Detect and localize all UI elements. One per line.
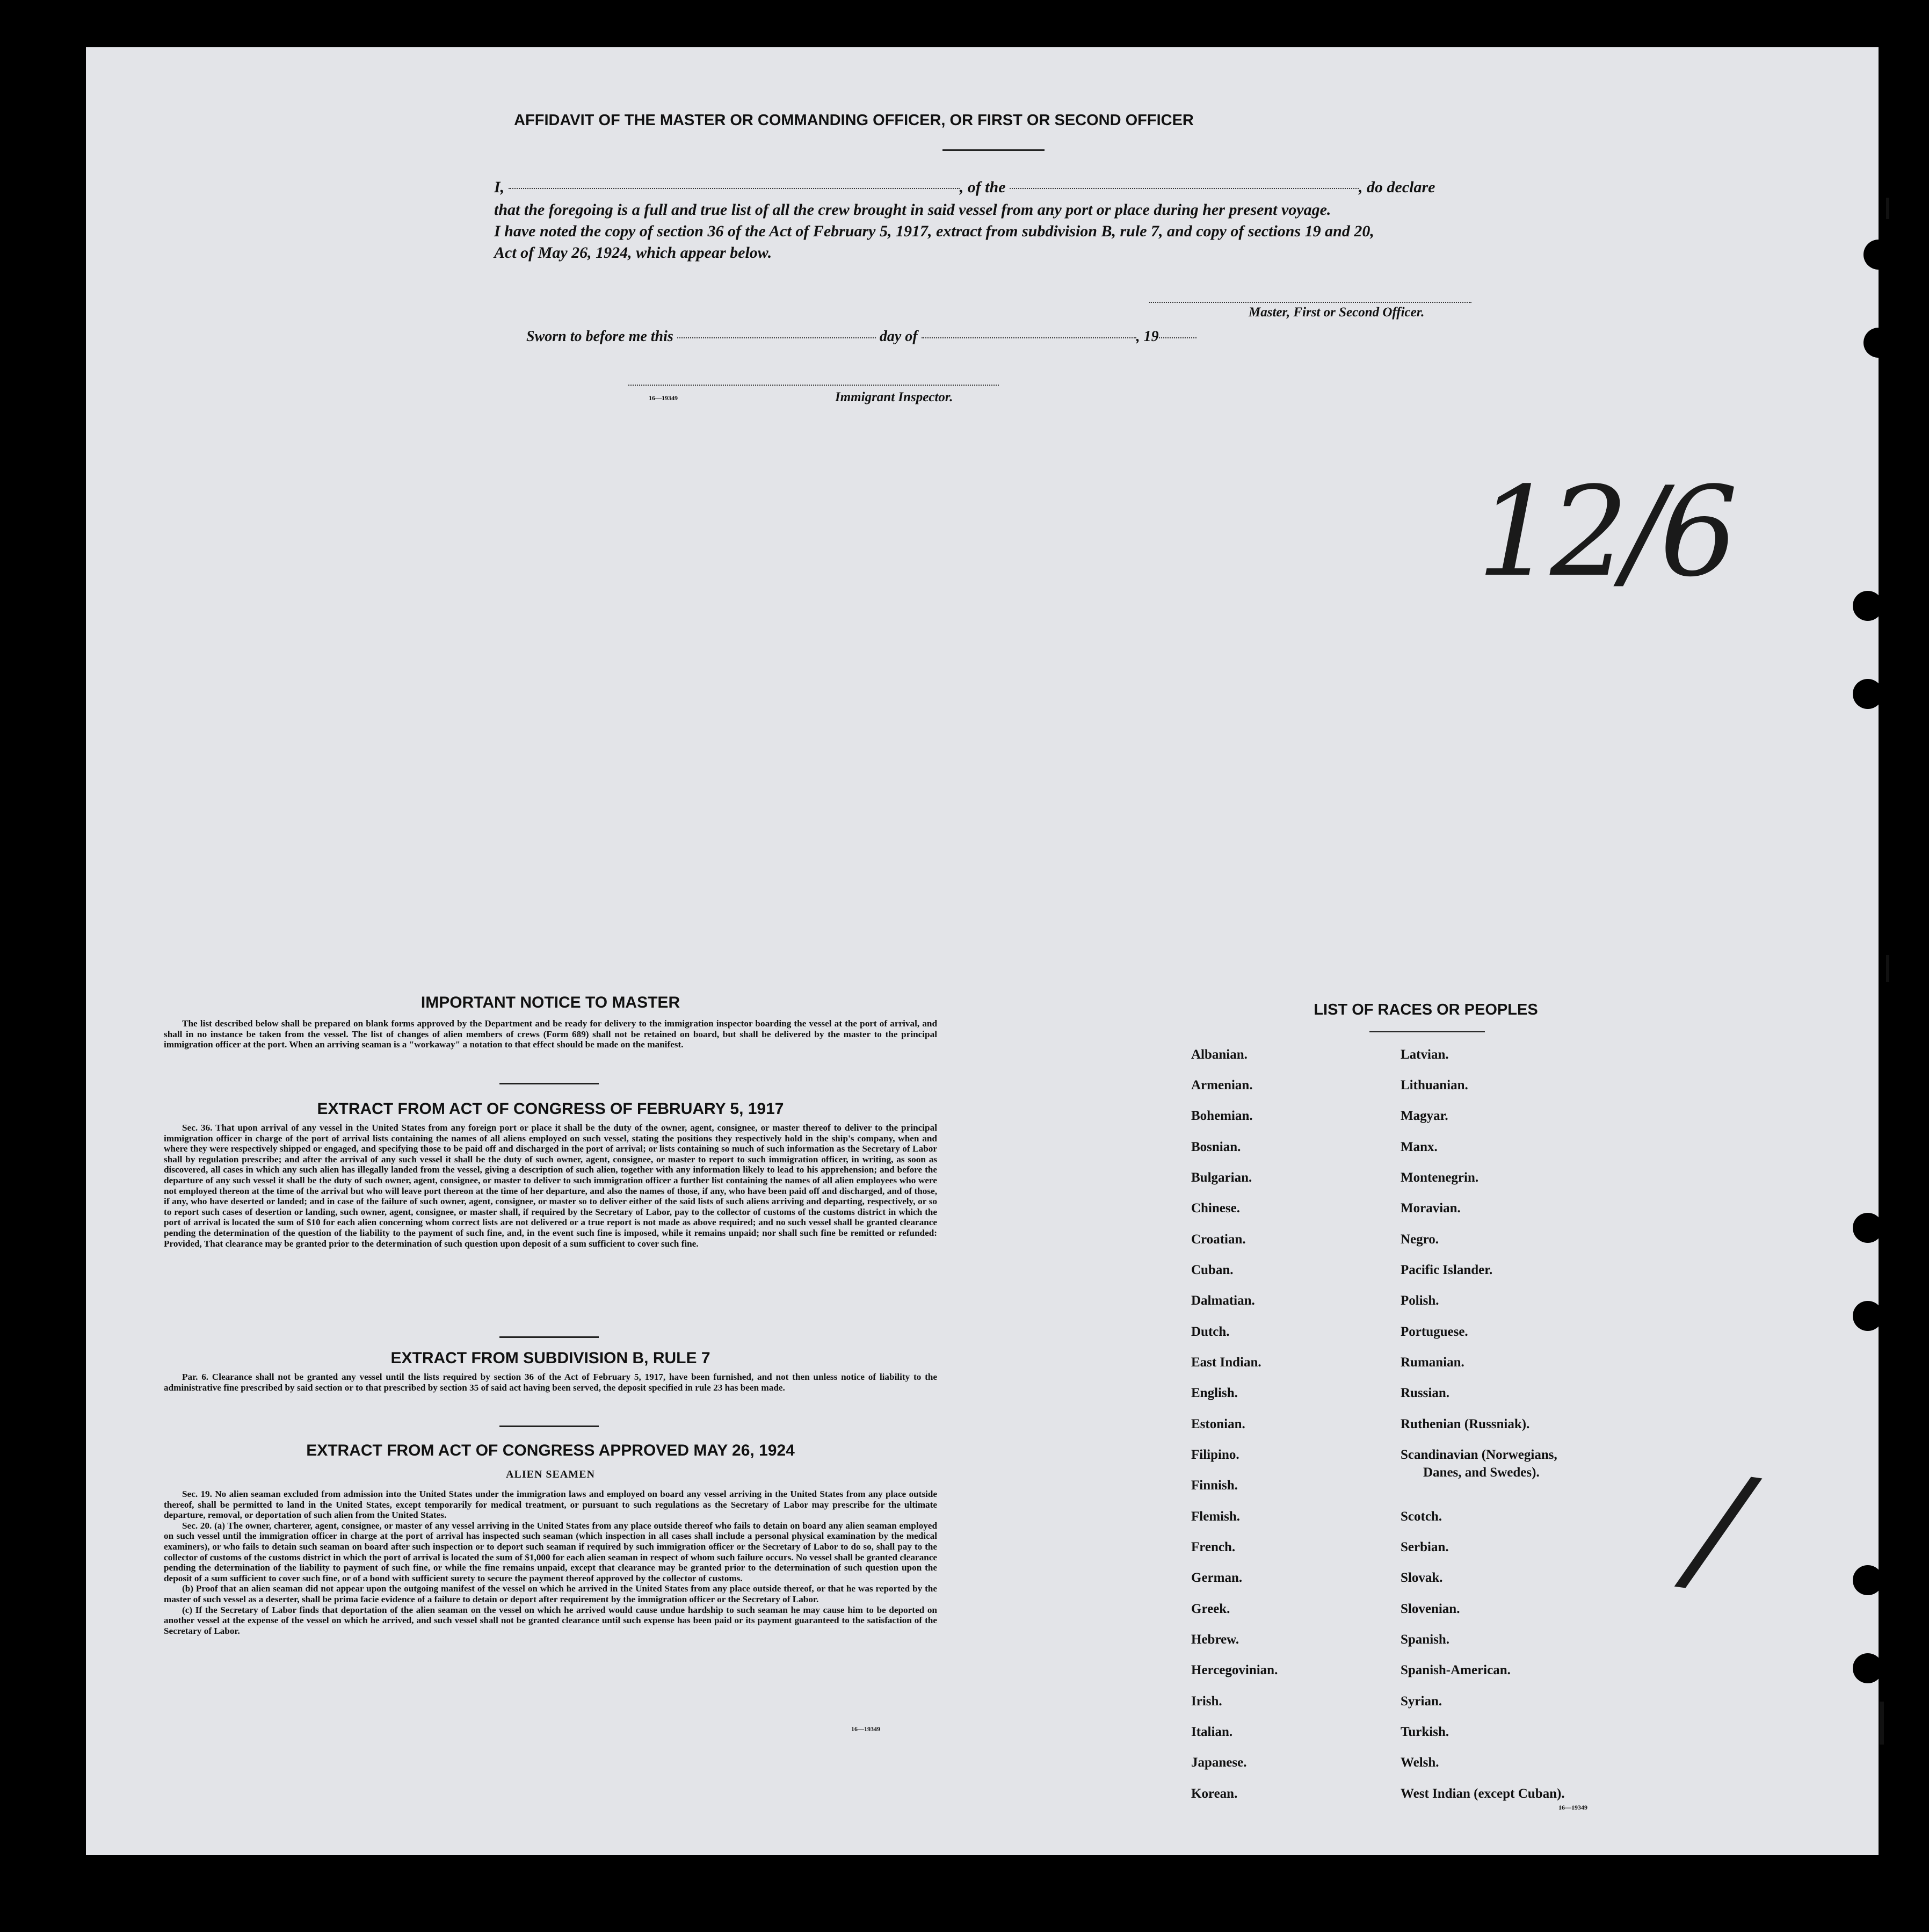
notice-paragraph: The list described below shall be prepared on blank forms approved by the Department and be ready for delivery to the immigration inspector boarding the vessel at the port of arrival, and shall in no instance be taken from the vessel. The list of changes of alien members of crews (Form 689) shall not be retained on board, but shall be delivered by the master to the principal immigration officer at the port. When an arriving seaman is a "workaway" a notation to that effect should be made on the manifest. — [164, 1018, 937, 1050]
race-left: Hebrew. — [1191, 1632, 1239, 1647]
race-right: Slovenian. — [1401, 1602, 1460, 1616]
race-left: Armenian. — [1191, 1078, 1253, 1092]
race-right: Rumanian. — [1401, 1355, 1464, 1370]
race-right: Turkish. — [1401, 1725, 1449, 1739]
form-number-right: 16—19349 — [1558, 1804, 1587, 1811]
race-left: Flemish. — [1191, 1509, 1240, 1524]
section-36-paragraph: Sec. 36. That upon arrival of any vessel in the United States from any foreign port or place it shall be the duty of the owner, agent, consignee, or master thereof to deliver to the principal immigration officer in charge of the port of arrival lists containing the names of all aliens employed on such vessel, stating the positions they respectively hold in the ship's company, when and where they were respectively shipped or engaged, and specifying those to be paid off and discharged in the port of arrival; or lists containing so much of such information as the Secretary of Labor shall by regulation prescribe; and after the arrival of any such vessel it shall be the duty of such owner, agent, consignee, or master to report to such immigration officer, in writing, as soon as discovered, all cases in which any such alien has illegally landed from the vessel, giving a description of such alien, together with any information likely to lead to his apprehension; and before the departure of any such vessel it shall be the duty of such owner, agent, consignee, or master to deliver to such immigration officer a further list containing the names of all alien employees who were not employed thereon at the time of the arrival but who will leave port thereon at the time of her departure, and also the names of those, if any, who have been paid off and discharged, and of those, if any, who have deserted or landed; and in case of the failure of such owner, agent, consignee, or master so to deliver either of the said lists of such aliens arriving and departing, respectively, or so to report such cases of desertion or landing, such owner, agent, consignee, or master shall, if required by the Secretary of Labor, pay to the collector of customs of the customs district in which the port of arrival is located the sum of $10 for each alien concerning whom correct lists are not delivered or a true report is not made as above required; and no such vessel shall be granted clearance pending the determination of the question of the liability to the payment of such fine, and, in the event such fine is imposed, while it remains unpaid; nor shall such fine be remitted or refunded: Provided, That clearance may be granted prior to the determination of such question upon deposit of a sum sufficient to cover such fine. — [164, 1123, 937, 1249]
section-20c-paragraph: (c) If the Secretary of Labor finds that deportation of the alien seaman on the vessel on which he arrived would cause undue hardship to such seaman he may cause him to be deported on another vessel at the expense of the vessel on which he arrived, and such vessel shall not be granted clearance until such expense has been paid or its payment guaranteed to the satisfaction of the Secretary of Labor. — [164, 1604, 937, 1636]
race-left: Hercegovinian. — [1191, 1663, 1278, 1677]
race-right: Pacific Islander. — [1401, 1263, 1493, 1277]
race-right: Serbian. — [1401, 1540, 1449, 1554]
race-right: Manx. — [1401, 1140, 1438, 1154]
race-left: Finnish. — [1191, 1478, 1238, 1493]
race-left: Dalmatian. — [1191, 1293, 1255, 1308]
declaration-line-1 — [494, 176, 1595, 199]
handwritten-mark: / — [1683, 1441, 1755, 1616]
edge-mark — [1880, 1702, 1884, 1745]
races-heading: LIST OF RACES OR PEOPLES — [1314, 1001, 1538, 1018]
race-left: Bosnian. — [1191, 1140, 1241, 1154]
declare-label: , do declare — [1359, 178, 1435, 196]
master-label: Master, First or Second Officer. — [1249, 305, 1425, 320]
binder-hole — [1853, 1653, 1883, 1683]
edge-mark — [1886, 198, 1889, 219]
race-left: Bulgarian. — [1191, 1170, 1252, 1185]
race-left: Japanese. — [1191, 1755, 1247, 1770]
race-left: Filipino. — [1191, 1448, 1239, 1462]
race-left: Korean. — [1191, 1786, 1238, 1801]
declaration-line-3: I have noted the copy of section 36 of the Act of February 5, 1917, extract from subdivision B, rule 7, and copy of sections 19 and 20, — [494, 222, 1374, 240]
race-right: Welsh. — [1401, 1755, 1439, 1770]
race-right: West Indian (except Cuban). — [1401, 1786, 1565, 1801]
race-left: French. — [1191, 1540, 1236, 1554]
sworn-date-field[interactable] — [677, 337, 876, 338]
race-right: Moravian. — [1401, 1201, 1461, 1215]
race-left: Dutch. — [1191, 1325, 1230, 1339]
extract-1917-heading: EXTRACT FROM ACT OF CONGRESS OF FEBRUARY 5, 1917 — [317, 1100, 784, 1118]
binder-hole — [1853, 679, 1883, 709]
section-19-paragraph: Sec. 19. No alien seaman excluded from admission into the United States under the immigration laws and employed on board any vessel arriving in the United States from any place outside thereof, shall be permitted to land in the United States, except temporarily for medical treatment, or pursuant to such regulations as the Secretary of Labor may prescribe for the ultimate departure, removal, or deportation of such alien from the United States. — [164, 1489, 937, 1521]
race-right: Portuguese. — [1401, 1325, 1468, 1339]
races-rule — [1369, 1031, 1485, 1032]
race-right: Scandinavian (Norwegians, — [1401, 1448, 1557, 1462]
race-left: Estonian. — [1191, 1417, 1245, 1431]
race-left: Italian. — [1191, 1725, 1233, 1739]
document-page — [86, 47, 1879, 1855]
race-right: Polish. — [1401, 1293, 1439, 1308]
declarant-prefix: I, — [494, 178, 505, 196]
of-the-label: , of the — [959, 178, 1006, 196]
extract-rule7-text — [164, 1372, 937, 1393]
race-right: Scotch. — [1401, 1509, 1442, 1524]
inspector-signature-line[interactable] — [628, 385, 999, 386]
day-of-label: day of — [879, 328, 918, 345]
race-left: Irish. — [1191, 1694, 1222, 1709]
edge-mark — [1886, 955, 1889, 982]
race-right: Syrian. — [1401, 1694, 1442, 1709]
race-left: East Indian. — [1191, 1355, 1261, 1370]
sworn-prefix: Sworn to before me this — [526, 328, 673, 345]
binder-hole — [1863, 240, 1894, 270]
race-left: Croatian. — [1191, 1232, 1246, 1247]
form-number-top: 16—19349 — [649, 394, 678, 402]
race-left: Cuban. — [1191, 1263, 1234, 1277]
master-signature-line[interactable] — [1149, 302, 1471, 303]
extract-1924-heading: EXTRACT FROM ACT OF CONGRESS APPROVED MAY 26, 1924 — [306, 1442, 795, 1459]
binder-hole — [1863, 328, 1894, 358]
section-20b-paragraph: (b) Proof that an alien seaman did not appear upon the outgoing manifest of the vessel on which he arrived in the United States from any place outside thereof, or that he was reported by the master of such vessel as a deserter, shall be prima facie evidence of a failure to detain or deport after requirement by the immigration officer or the Secretary of Labor. — [164, 1583, 937, 1604]
race-left: Albanian. — [1191, 1047, 1248, 1062]
race-right: Ruthenian (Russniak). — [1401, 1417, 1530, 1431]
race-left: Greek. — [1191, 1602, 1230, 1616]
race-left: English. — [1191, 1386, 1238, 1400]
race-right: Magyar. — [1401, 1109, 1448, 1123]
paragraph-6: Par. 6. Clearance shall not be granted any vessel until the lists required by section 36 of the Act of February 5, 1917, have been furnished, and not then unless notice of liability to the administrative fine prescribed by said section or to that prescribed by section 35 of said act having been served, the deposit specified in rule 23 has been made. — [164, 1372, 937, 1393]
race-right: Danes, and Swedes). — [1423, 1465, 1540, 1480]
alien-seamen-subheading: ALIEN SEAMEN — [506, 1468, 595, 1480]
vessel-name-field[interactable] — [1010, 188, 1359, 189]
race-right: Lithuanian. — [1401, 1078, 1468, 1092]
binder-hole — [1853, 591, 1883, 621]
extract-rule7-heading: EXTRACT FROM SUBDIVISION B, RULE 7 — [390, 1349, 710, 1367]
race-right: Montenegrin. — [1401, 1170, 1479, 1185]
sworn-month-field[interactable] — [922, 337, 1136, 338]
year-field[interactable] — [1159, 337, 1196, 338]
section-rule — [499, 1336, 599, 1338]
race-right: Latvian. — [1401, 1047, 1449, 1062]
section-20a-paragraph: Sec. 20. (a) The owner, charterer, agent, consignee, or master of any vessel arriving in the United States from any place outside thereof who fails to detain on board any alien seaman employed on such vessel until the immigration officer in charge at the port of arrival has inspected such seaman (which inspection in all cases shall include a personal physical examination by the medical examiners), or who fails to detain such seaman on board after such inspection or to deport such seaman if required by such immigration officer or the Secretary of Labor to do so, shall pay to the collector of customs of the customs district in which the port of arrival is located the sum of $1,000 for each alien seaman in respect of whom such failure occurs. No vessel shall be granted clearance pending the determination of the liability to payment of such fine, or while the fine remains unpaid, except that clearance may be granted prior to the determination of such question upon the deposit of a sum sufficient to cover such fine, or of a bond with sufficient surety to secure the payment thereof approved by the collector of customs. — [164, 1520, 937, 1583]
extract-1917-text — [164, 1123, 937, 1249]
race-left: Bohemian. — [1191, 1109, 1253, 1123]
section-rule — [499, 1083, 599, 1084]
section-rule — [499, 1426, 599, 1427]
race-left: Chinese. — [1191, 1201, 1240, 1215]
declaration-line-2: that the foregoing is a full and true list of all the crew brought in said vessel from any port or place during her present voyage. — [494, 201, 1331, 219]
handwritten-note: 12/6 — [1477, 461, 1733, 604]
race-right: Spanish. — [1401, 1632, 1450, 1647]
race-right: Spanish-American. — [1401, 1663, 1511, 1677]
title-rule — [942, 149, 1045, 151]
race-left: German. — [1191, 1571, 1243, 1585]
declarant-name-field[interactable] — [509, 188, 960, 189]
sworn-line — [526, 325, 1386, 348]
extract-1924-text — [164, 1489, 937, 1636]
binder-hole — [1853, 1213, 1883, 1243]
notice-heading: IMPORTANT NOTICE TO MASTER — [420, 994, 680, 1011]
affidavit-title: AFFIDAVIT OF THE MASTER OR COMMANDING OFFICER, OR FIRST OR SECOND OFFICER — [514, 112, 1194, 129]
race-right: Negro. — [1401, 1232, 1439, 1247]
year-prefix: , 19 — [1136, 328, 1159, 345]
binder-hole — [1853, 1565, 1883, 1595]
race-right: Russian. — [1401, 1386, 1450, 1400]
declaration-line-4: Act of May 26, 1924, which appear below. — [494, 244, 772, 262]
race-right: Slovak. — [1401, 1571, 1443, 1585]
form-number-left: 16—19349 — [851, 1725, 880, 1733]
binder-hole — [1853, 1301, 1883, 1331]
notice-text — [164, 1018, 937, 1050]
inspector-label: Immigrant Inspector. — [835, 390, 953, 404]
